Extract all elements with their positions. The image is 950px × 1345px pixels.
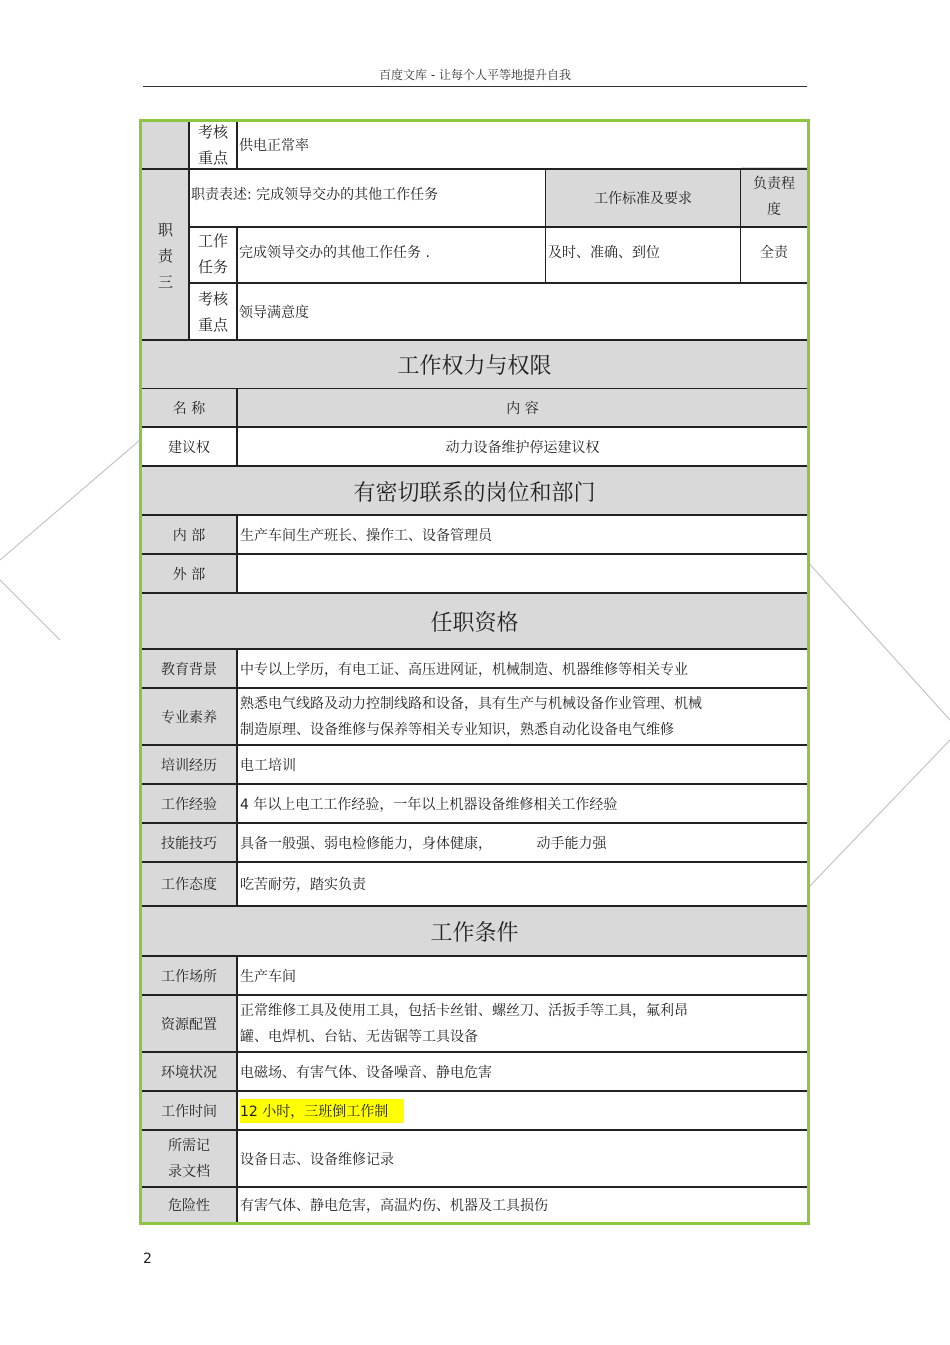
resp-header: 负责程 度: [741, 167, 807, 226]
row-rule: [142, 861, 807, 863]
cond-label: 工作场所: [142, 957, 236, 994]
col-rule: [236, 650, 238, 906]
row-rule: [142, 168, 807, 170]
qual-label: 技能技巧: [142, 824, 236, 861]
row-rule: [142, 955, 807, 957]
kpi-content: 领导满意度: [239, 305, 309, 321]
external-content: [238, 555, 807, 592]
header-rule: [143, 86, 807, 87]
row-rule: [142, 553, 807, 555]
col-rule: [545, 170, 546, 284]
col-rule: [188, 122, 190, 340]
row-rule: [142, 426, 807, 428]
cond-content: 电磁场、有害气体、设备噪音、静电危害: [240, 1064, 492, 1081]
cond-content: 有害气体、静电危害，高温灼伤、机器及工具损伤: [240, 1198, 548, 1214]
background-diagonal-right: [806, 560, 950, 900]
section-title-conditions: 工作条件: [142, 907, 807, 955]
row-rule: [142, 465, 807, 467]
row-rule: [142, 994, 807, 996]
cond-label: 所需记 录文档: [142, 1131, 236, 1186]
row-rule: [189, 282, 807, 284]
row-rule: [142, 514, 807, 516]
cond-label: 环境状况: [142, 1053, 236, 1090]
task-std: 及时、准确、到位: [548, 245, 660, 261]
qual-content: 中专以上学历，有电工证、高压进网证，机械制造、机器维修等相关专业: [240, 661, 688, 678]
page-header: 百度文库 - 让每个人平等地提升自我: [379, 68, 571, 82]
row-rule: [142, 592, 807, 594]
section-title-powers: 工作权力与权限: [142, 341, 807, 388]
qual-content: 具备一般强、弱电检修能力，身体健康， 动手能力强: [240, 835, 607, 852]
task-content: 完成领导交办的其他工作任务 .: [239, 245, 430, 261]
std-header: 工作标准及要求: [546, 170, 740, 226]
col-rule: [236, 226, 238, 340]
cond-content-cell: [238, 1092, 807, 1129]
row-rule: [142, 388, 807, 389]
row-rule: [142, 339, 807, 341]
internal-content: 生产车间生产班长、操作工、设备管理员: [240, 527, 492, 544]
page-number: 2: [143, 1251, 152, 1267]
col-rule: [236, 516, 238, 593]
duty-desc: 职责表述: 完成领导交办的其他工作任务: [191, 187, 439, 203]
qual-label: 培训经历: [142, 746, 236, 783]
external-label: 外 部: [142, 555, 236, 592]
prev-kpi-label: 考核 重点: [197, 123, 228, 167]
cond-label: 危险性: [142, 1188, 236, 1222]
cond-label: 资源配置: [142, 996, 236, 1051]
cond-content: 设备日志、设备维修记录: [240, 1151, 394, 1168]
row-rule: [189, 226, 807, 228]
qual-content: 熟悉电气线路及动力控制线路和设备，具有生产与机械设备作业管理、机械 制造原理、设备维修与保养等相关专业知识，熟悉自动化设备电气维修: [240, 695, 702, 738]
cond-content: 生产车间: [240, 968, 296, 985]
job-description-table: [139, 119, 810, 1225]
qual-content: 4 年以上电工工作经验，一年以上机器设备维修相关工作经验: [240, 796, 618, 813]
cond-label: 工作时间: [142, 1092, 236, 1129]
col-rule: [740, 170, 741, 284]
col-rule: [236, 389, 238, 466]
prev-kpi-content: 供电正常率: [239, 138, 309, 154]
row-rule: [142, 905, 807, 907]
section-title-relations: 有密切联系的岗位和部门: [142, 467, 807, 515]
col-rule: [236, 122, 238, 170]
qual-label: 工作经验: [142, 785, 236, 822]
row-rule: [142, 744, 807, 746]
background-diagonal-left: [0, 440, 145, 640]
powers-row-label: 建议权: [168, 439, 210, 456]
powers-content-header: 内 容: [238, 389, 807, 426]
row-rule: [142, 1051, 807, 1053]
row-rule: [142, 1129, 807, 1131]
qual-label: 专业素养: [142, 689, 236, 744]
row-rule: [142, 783, 807, 785]
qual-label: 教育背景: [142, 650, 236, 687]
row-rule: [142, 822, 807, 824]
kpi-label: 考核 重点: [197, 290, 228, 334]
cond-content: 正常维修工具及使用工具，包括卡丝钳、螺丝刀、活扳手等工具，氟利昂 罐、电焊机、台钻、无齿锯等工具设备: [240, 1002, 688, 1045]
internal-label: 内 部: [142, 516, 236, 553]
qual-content: 吃苦耐劳，踏实负责: [240, 877, 366, 893]
highlighted-work-hours: 12 小时，三班倒工作制: [240, 1099, 404, 1123]
duty-side-label: 职 责 三: [157, 221, 173, 291]
powers-name-header: 名 称: [142, 389, 236, 426]
task-resp: 全责: [760, 245, 788, 261]
row-rule: [142, 1090, 807, 1092]
section-title-qualifications: 任职资格: [142, 594, 807, 648]
row-rule: [142, 648, 807, 650]
qual-content: 电工培训: [240, 757, 296, 774]
row-rule: [142, 687, 807, 689]
col-rule: [236, 957, 238, 1222]
powers-row-content: 动力设备维护停运建议权: [445, 439, 600, 456]
qual-label: 工作态度: [142, 863, 236, 905]
row-rule: [142, 1186, 807, 1188]
task-label: 工作 任务: [197, 232, 228, 276]
